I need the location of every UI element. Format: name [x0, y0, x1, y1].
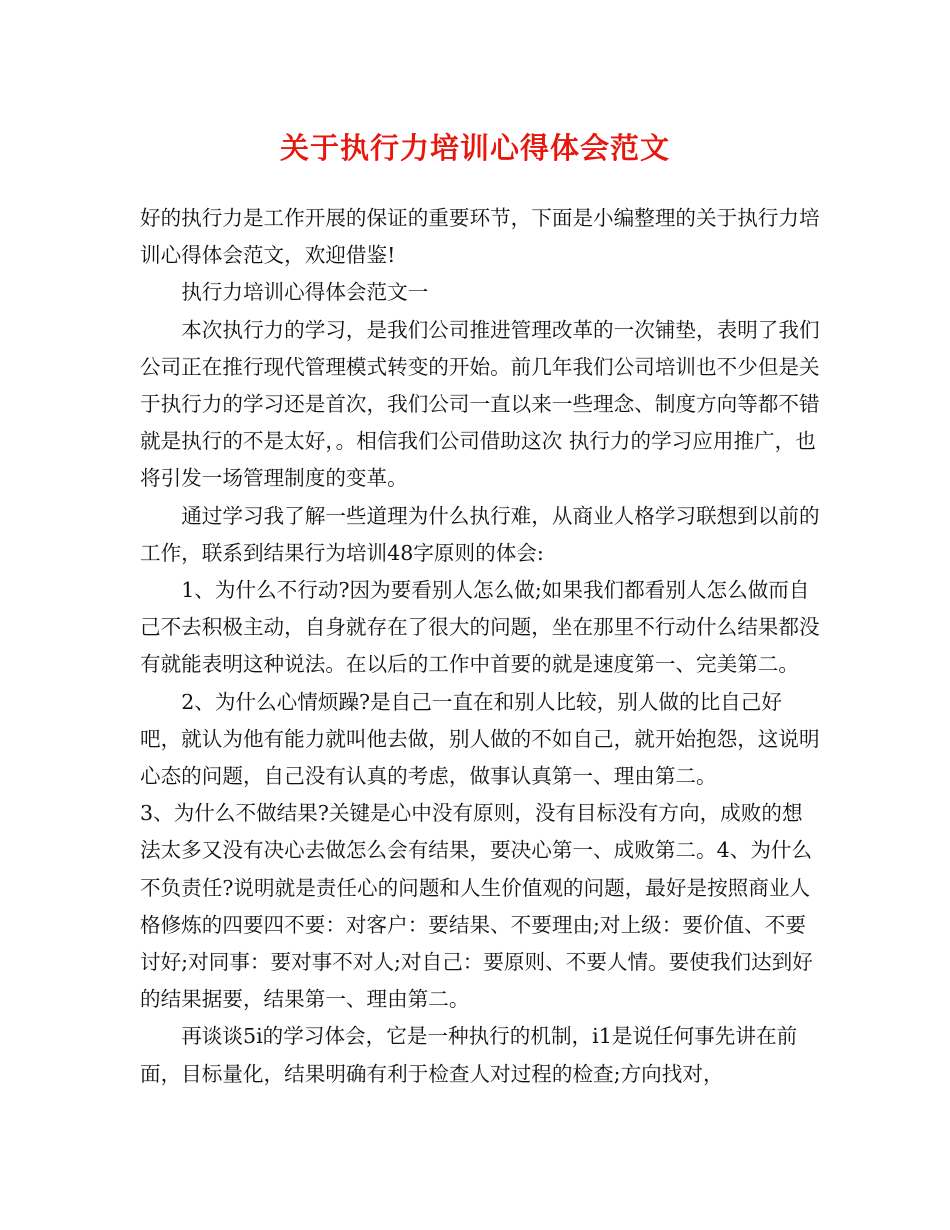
section-heading: 执行力培训心得体会范文一 — [181, 280, 429, 305]
body-paragraph: 通过学习我了解一些道理为什么执行难，从商业人格学习联想到以前的工作，联系到结果行为培训48字原则的体会: — [140, 503, 820, 565]
body-paragraph: 再谈谈5i的学习体会，它是一种执行的机制，i1是说任何事先讲在前面，目标量化，结果明确有利于检查人对过程的检查;方向找对， — [140, 1024, 798, 1086]
body-paragraph: 3、为什么不做结果?关键是心中没有原则，没有目标没有方向，成败的想法太多又没有决心去做怎么会有结果，要决心第一、成败第二。4、为什么不负责任?说明就是责任心的问题和人生价值观的问题，最好是按照商业人格修炼的四要四不要：对客户：要结果、不要理由;对上级：要价值、不要讨好;对同事：要对事不对人;对自己：要原则、不要人情。要使我们达到好的结果据要，结果第一、理由第二。 — [140, 801, 813, 1012]
intro-paragraph: 好的执行力是工作开展的保证的重要环节，下面是小编整理的关于执行力培训心得体会范文，欢迎借鉴! — [140, 206, 820, 268]
body-paragraph: 本次执行力的学习，是我们公司推进管理改革的一次铺垫，表明了我们公司正在推行现代管理模式转变的开始。前几年我们公司培训也不少但是关于执行力的学习还是首次，我们公司一直以来一些理念、制度方向等都不错就是执行的不是太好，。相信我们公司借助这次 执行力的学习应用推广，也将引发一场管理制度的变革。 — [140, 317, 820, 491]
document-body — [140, 200, 820, 1093]
body-paragraph: 2、为什么心情烦躁?是自己一直在和别人比较，别人做的比自己好吧，就认为他有能力就叫他去做，别人做的不如自己，就开始抱怨，这说明心态的问题，自己没有认真的考虑，做事认真第一、理由第二。 — [140, 689, 820, 789]
document-title: 关于执行力培训心得体会范文 — [279, 131, 670, 165]
body-paragraph: 1、为什么不行动?因为要看别人怎么做;如果我们都看别人怎么做而自己不去积极主动，自身就存在了很大的问题，坐在那里不行动什么结果都没有就能表明这种说法。在以后的工作中首要的就是速度第一、完美第二。 — [140, 578, 820, 677]
